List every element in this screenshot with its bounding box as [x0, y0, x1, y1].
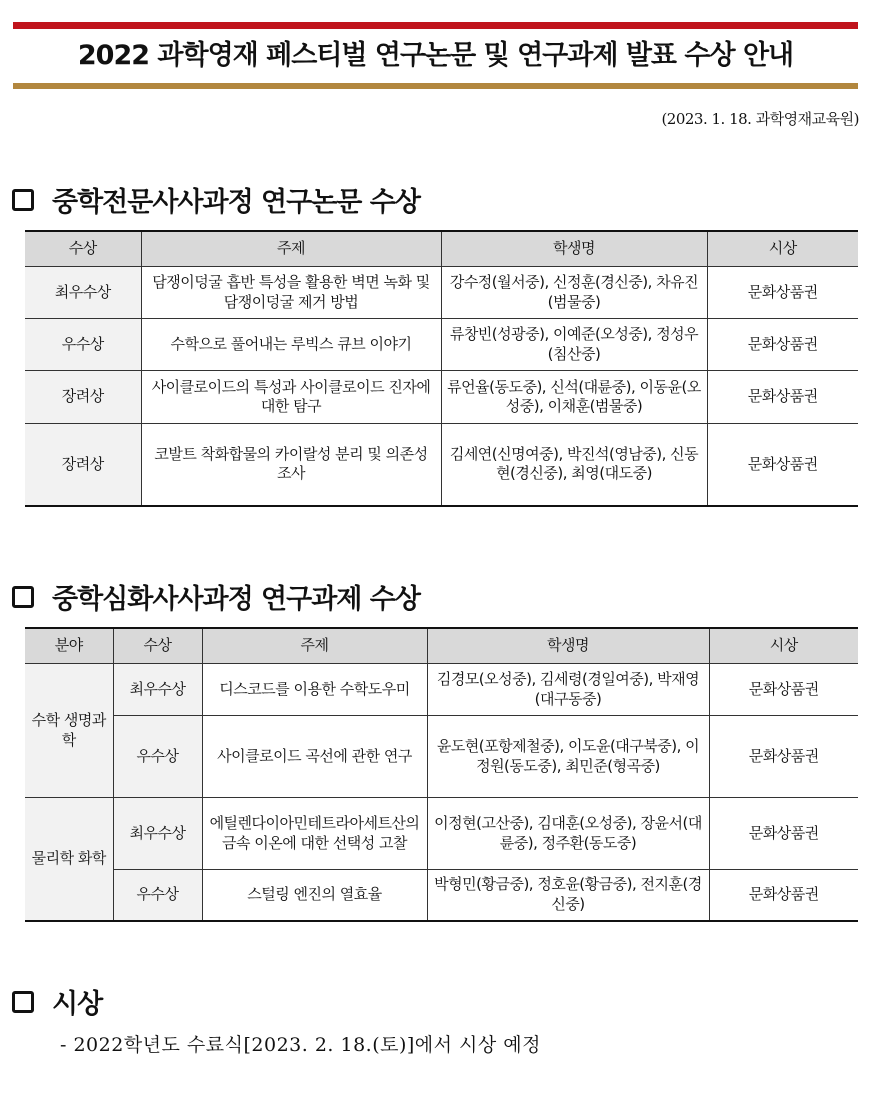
table-row — [25, 424, 858, 506]
table-row — [25, 870, 858, 921]
table-row — [25, 319, 858, 371]
students-cell: 김세연(신명여중), 박진석(영남중), 신동현(경신중), 최영(대도중) — [441, 424, 707, 506]
topic-cell: 사이클로이드 곡선에 관한 연구 — [202, 716, 427, 798]
table-row — [25, 664, 858, 716]
award-cell: 장려상 — [25, 371, 141, 424]
field-cell: 수학 생명과학 — [25, 664, 113, 798]
column-header: 시상 — [709, 628, 858, 664]
prize-cell: 문화상품권 — [709, 870, 858, 921]
table-row — [25, 798, 858, 870]
topic-cell: 수학으로 풀어내는 루빅스 큐브 이야기 — [141, 319, 441, 371]
award-cell: 우수상 — [25, 319, 141, 371]
section-heading-award-ceremony — [12, 982, 102, 1021]
topic-cell: 에틸렌다이아민테트라아세트산의 금속 이온에 대한 선택성 고찰 — [202, 798, 427, 870]
table-row — [25, 371, 858, 424]
award-cell: 장려상 — [25, 424, 141, 506]
column-header: 시상 — [707, 231, 858, 267]
students-cell: 강수정(월서중), 신정훈(경신중), 차유진(범물중) — [441, 267, 707, 319]
field-cell: 물리학 화학 — [25, 798, 113, 921]
topic-cell: 스털링 엔진의 열효율 — [202, 870, 427, 921]
title-top-rule — [13, 22, 858, 29]
students-cell: 윤도현(포항제철중), 이도윤(대구북중), 이정원(동도중), 최민준(형곡중) — [427, 716, 709, 798]
topic-cell: 사이클로이드의 특성과 사이클로이드 진자에 대한 탐구 — [141, 371, 441, 424]
ceremony-note: - 2022학년도 수료식[2023. 2. 18.(토)]에서 시상 예정 — [60, 1034, 542, 1056]
checkbox-square-icon — [12, 586, 34, 608]
students-cell: 류창빈(성광중), 이예준(오성중), 정성우(침산중) — [441, 319, 707, 371]
prize-cell: 문화상품권 — [709, 798, 858, 870]
section-heading-text: 시상 — [52, 989, 103, 1020]
column-header: 주제 — [141, 231, 441, 267]
title-block — [13, 22, 858, 89]
research-paper-award-table — [25, 230, 858, 507]
title-bottom-rule — [13, 83, 858, 89]
page-title: 2022 과학영재 페스티벌 연구논문 및 연구과제 발표 수상 안내 — [77, 40, 794, 71]
column-header: 주제 — [202, 628, 427, 664]
table-row — [25, 267, 858, 319]
column-header: 수상 — [113, 628, 202, 664]
table-row — [25, 716, 858, 798]
prize-cell: 문화상품권 — [707, 319, 858, 371]
prize-cell: 문화상품권 — [707, 267, 858, 319]
prize-cell: 문화상품권 — [707, 371, 858, 424]
prize-cell: 문화상품권 — [707, 424, 858, 506]
prize-cell: 문화상품권 — [709, 664, 858, 716]
column-header: 학생명 — [427, 628, 709, 664]
students-cell: 이정현(고산중), 김대훈(오성중), 장윤서(대륜중), 정주환(동도중) — [427, 798, 709, 870]
topic-cell: 담쟁이덩굴 흡반 특성을 활용한 벽면 녹화 및 담쟁이덩굴 제거 방법 — [141, 267, 441, 319]
column-header: 수상 — [25, 231, 141, 267]
award-cell: 최우수상 — [25, 267, 141, 319]
award-cell: 최우수상 — [113, 664, 202, 716]
topic-cell: 코발트 착화합물의 카이랄성 분리 및 의존성 조사 — [141, 424, 441, 506]
award-cell: 우수상 — [113, 870, 202, 921]
prize-cell: 문화상품권 — [709, 716, 858, 798]
checkbox-square-icon — [12, 991, 34, 1013]
section-heading-text: 중학전문사사과정 연구논문 수상 — [52, 187, 420, 218]
award-cell: 우수상 — [113, 716, 202, 798]
column-header: 분야 — [25, 628, 113, 664]
students-cell: 김경모(오성중), 김세령(경일여중), 박재영(대구동중) — [427, 664, 709, 716]
students-cell: 박형민(황금중), 정호윤(황금중), 전지훈(경신중) — [427, 870, 709, 921]
award-cell: 최우수상 — [113, 798, 202, 870]
research-project-award-table — [25, 627, 858, 922]
section-heading-research-paper — [12, 180, 420, 219]
section-heading-research-project — [12, 577, 420, 616]
table-header-row — [25, 628, 858, 664]
issue-date: (2023. 1. 18. 과학영재교육원) — [661, 110, 859, 128]
column-header: 학생명 — [441, 231, 707, 267]
checkbox-square-icon — [12, 189, 34, 211]
topic-cell: 디스코드를 이용한 수학도우미 — [202, 664, 427, 716]
section-heading-text: 중학심화사사과정 연구과제 수상 — [52, 584, 420, 615]
students-cell: 류언율(동도중), 신석(대륜중), 이동윤(오성중), 이채훈(범물중) — [441, 371, 707, 424]
table-header-row — [25, 231, 858, 267]
